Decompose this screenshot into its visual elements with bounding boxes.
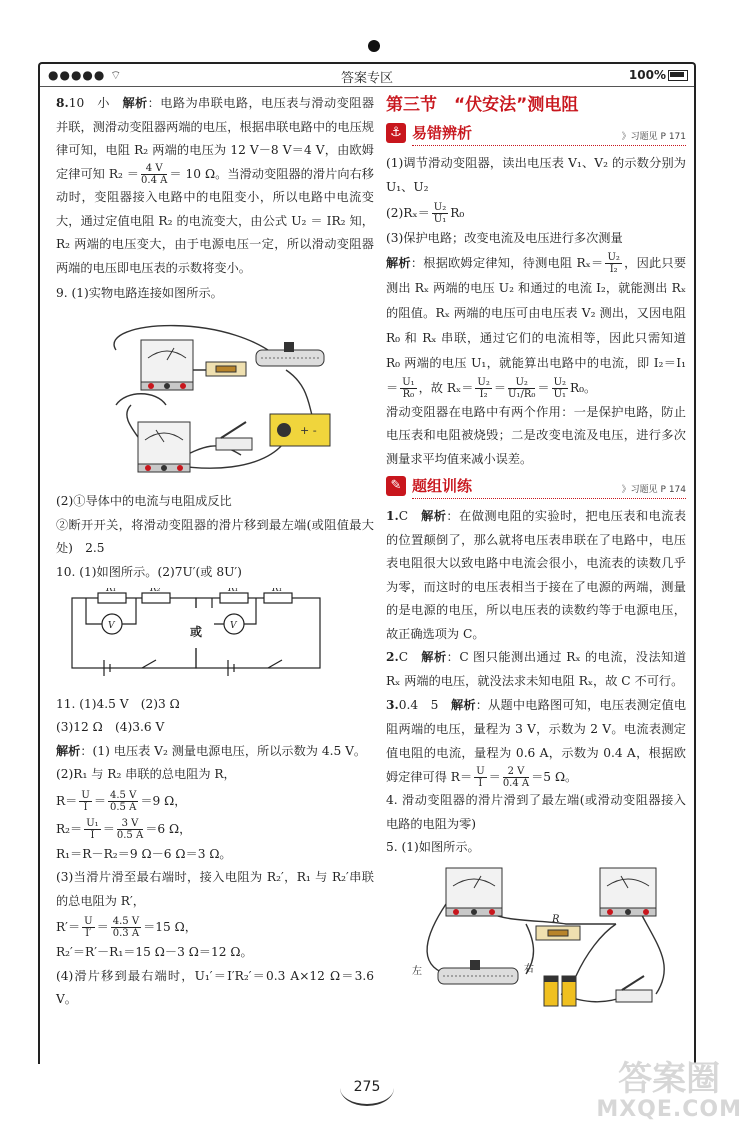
answer-11-4: (2)R₁ 与 R₂ 串联的总电阻为 R，	[56, 767, 236, 781]
answer-11-3: 解析：(1) 电压表 V₂ 测量电源电压，所以示数为 4.5 V。	[56, 743, 367, 758]
answer-9-2: (2)①导体中的电流与电阻成反比	[56, 494, 232, 508]
answer-11-5: R＝ $\frac{U}{I}$ ＝ $\frac{4.5 V}{0.5 A}$ ＝9 Ω，	[56, 789, 187, 813]
circuit-diagrams-10	[56, 588, 374, 680]
battery-icon	[668, 70, 688, 81]
svg-text:R: R	[552, 913, 560, 925]
section-title: 第三节 “伏安法”测电阻	[386, 95, 579, 115]
camera-dot	[368, 40, 380, 52]
battery-percent: 100%	[628, 68, 666, 82]
page-reference: 》习题见 P 171	[621, 132, 686, 142]
training-3: 3.0.4 5 解析：从题中电路图可知，电压表测定值电阻两端的电压，量程为 3 V，示数为 2 V。电流表测定值电阻的电流，量程为 0.6 A，示数为 0.4 A，根据欧姆定律可得 R＝ $\frac{U}{I}$ ＝ $\frac{2 V}{0.4 A}$ ＝5 Ω。	[386, 698, 687, 789]
errors-4: 解析：根据欧姆定律知，待测电阻 Rₓ＝ $\frac{\text{U₂}}{\text{I₂}}$ ，因此只要测出 Rₓ 两端的电压 U₂ 和通过的电流 I₂，就能测出 Rₓ 的阻值。Rₓ 两端的电压可由电压表 V₂ 测出，又因电阻 R₀ 和 Rₓ 串联，通过它们的电流相等，因此只需知道 R₀ 两端的电压 U₁，就能算出电路中的电流，即 I₂＝I₁＝ $\frac{\text{U₁}}{\text{R₀}}$ ，故 Rₓ＝ $\frac{\text{U₂}}{\text{I₂}}$ ＝ $\frac{\text{U₂}}{\text{U₁/R₀}}$ ＝ $\frac{\text{U₂}}{\text{U₁}}$ R₀。	[386, 251, 687, 400]
svg-text:R₁: R₁	[106, 588, 117, 594]
subsection-title: 易错辨析	[412, 124, 473, 142]
watermark-logo: 答案圈 MXQE.COM	[596, 1059, 742, 1122]
svg-text:或: 或	[190, 625, 203, 639]
errors-2: (2)Rₓ＝ $\frac{\text{U₂}}{\text{U₁}}$ R₀	[386, 202, 465, 225]
svg-text:R₁: R₁	[228, 588, 239, 594]
answer-9-1: 9. (1)实物电路连接如图所示。	[56, 286, 223, 300]
right-column	[386, 92, 686, 1026]
subsection-title: 题组训练	[412, 477, 473, 495]
anchor-icon: ⚓	[386, 123, 406, 143]
answer-11-9: R′＝ $\frac{U}{I'}$ ＝ $\frac{4.5 V}{0.3 A}$ ＝15 Ω，	[56, 916, 197, 939]
errors-3: (3)保护电路；改变电流及电压进行多次测量	[386, 231, 623, 245]
training-5: 5. (1)如图所示。	[386, 840, 480, 854]
answer-11-1: 11. (1)4.5 V (2)3 Ω	[56, 696, 180, 711]
answer-11-8: (3)当滑片滑至最右端时，接入电阻为 R₂′，R₁ 与 R₂′串联的总电阻为 R′，	[56, 870, 374, 908]
svg-text:V: V	[230, 621, 237, 631]
svg-text:+ -: + -	[300, 423, 317, 437]
svg-text:R₁: R₁	[272, 588, 283, 594]
answer-11-6: R₂＝ $\frac{\text{U₁}}{I}$ ＝ $\frac{3 V}{0.5 A}$ ＝6 Ω，	[56, 817, 192, 841]
answer-10: 10. (1)如图所示。(2)7U′(或 8U′)	[56, 564, 242, 579]
svg-text:左: 左	[412, 965, 422, 977]
answer-11-11: (4)滑片移到最右端时，U₁′＝I′R₂′＝0.3 A×12 Ω＝3.6 V。	[56, 968, 374, 1006]
errors-5: 滑动变阻器在电路中有两个作用：一是保护电路，防止电压表和电阻被烧毁；二是改变电流及电压，进行多次测量求平均值来减小误差。	[386, 404, 686, 466]
svg-text:R₂: R₂	[150, 588, 161, 594]
status-bar	[40, 64, 694, 87]
training-4: 4. 滑动变阻器的滑片滑到了最左端(或滑动变阻器接入电路的电阻为零)	[386, 793, 686, 831]
training-2: 2.C 解析：C 图只能测出通过 Rₓ 的电流，没法知道 Rₓ 两端的电压，就没法求未知电阻 Rₓ，故 C 不可行。	[386, 650, 687, 688]
training-1: 1.C 解析：在做测电阻的实验时，把电压表和电流表的位置颠倒了，那么就将电压表串联在了电路中，电压表电阻很大以致电路中电流会很小，电流表的读数几乎为零，而这时的电压表相当于接在了电源的两端，测量的是电源的电压，所以电压表的读数约等于电源电压，故正确选项为 C。	[386, 509, 687, 641]
pencil-icon: ✎	[386, 476, 406, 496]
left-column	[56, 92, 374, 1012]
svg-text:右: 右	[524, 963, 534, 975]
fraction: $\frac{4 V}{0.4 A}$	[141, 162, 168, 186]
physical-circuit-figure-5	[386, 864, 686, 1014]
svg-text:V: V	[108, 621, 115, 631]
page-number: 275	[340, 1070, 394, 1106]
page-reference: 》习题见 P 174	[621, 485, 686, 495]
answer-11-2: (3)12 Ω (4)3.6 V	[56, 720, 165, 734]
answer-8: 8.10 小 解析：电路为串联电路，电压表与滑动变阻器并联，测滑动变阻器两端的电压，根据串联电路中的电压规律可知，电阻 R₂ 两端的电压为 12 V－8 V＝4 V，由欧姆定律可知 R₂ ＝ $\frac{4 V}{0.4 A}$ ＝ 10 Ω。当滑动变阻器的滑片向右移动时，变阻器接入电路中的电阻变小，所以电路中电流变大，通过定值电阻 R₂ 的电流变大，由公式 U₂ ＝ IR₂ 知，R₂ 两端的电压变大，由于电源电压一定，所以滑动变阻器两端的电压即电压表的示数将变小。	[56, 96, 375, 275]
physical-circuit-figure-9	[56, 310, 374, 478]
subsection-header-errors	[386, 122, 686, 146]
answer-9-3: ②断开开关，将滑动变阻器的滑片移到最左端(或阻值最大处) 2.5	[56, 517, 374, 555]
answer-11-7: R₁＝R－R₂＝9 Ω－6 Ω＝3 Ω。	[56, 846, 232, 861]
signal-icon: ●●●●● ⌔	[48, 68, 123, 82]
device-frame	[38, 62, 696, 1064]
errors-1: (1)调节滑动变阻器，读出电压表 V₁、V₂ 的示数分别为 U₁、U₂	[386, 156, 686, 194]
status-title: 答案专区	[340, 71, 393, 86]
answer-11-10: R₂′＝R′－R₁＝15 Ω－3 Ω＝12 Ω。	[56, 945, 253, 959]
subsection-header-training	[386, 475, 686, 499]
